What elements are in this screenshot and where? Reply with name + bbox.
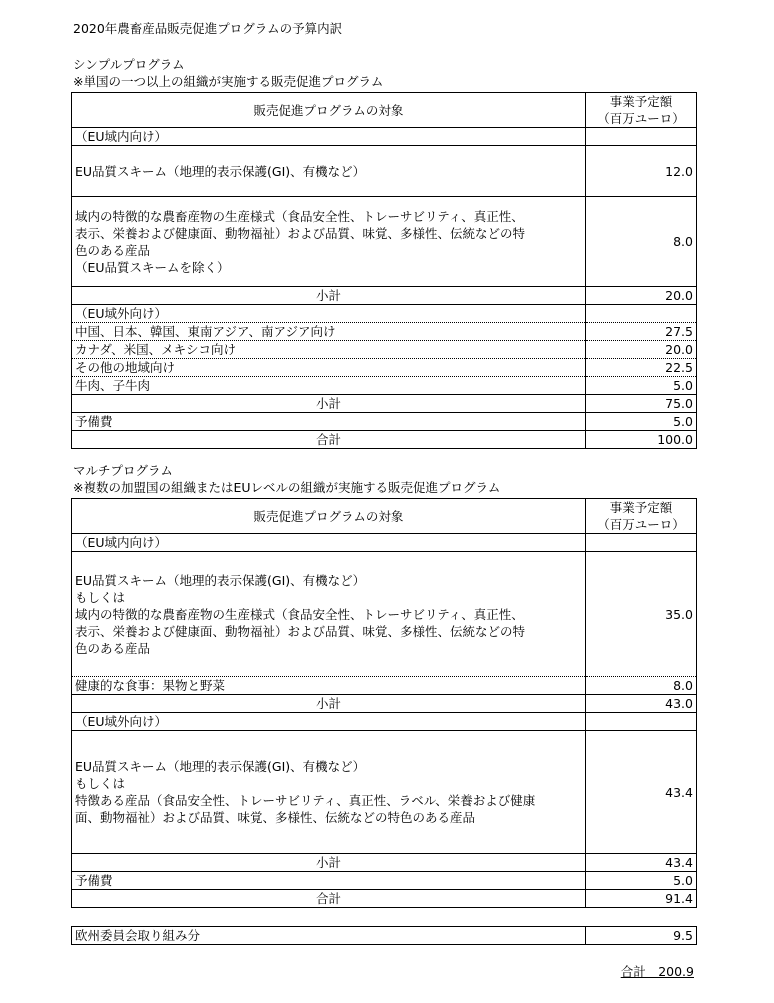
table-row — [72, 552, 697, 677]
subtotal-label: 小計 — [72, 695, 586, 713]
row-label-multiline: EU品質スキーム（地理的表示保護(GI)、有機など） もしくは 特徴ある産品（食品安全性、トレーサビリティ、真正性、ラベル、栄養および健康 面、動物福祉）および品質、味覚、多様性、伝統などの特色のある産品 — [72, 731, 586, 854]
row-label-multiline: 域内の特徴的な農畜産物の生産様式（食品安全性、トレーサビリティ、真正性、 表示、栄養および健康面、動物福祉）および品質、味覚、多様性、伝統などの特 色のある産品 （EU品質スキームを除く） — [72, 197, 586, 287]
table-row — [72, 341, 697, 359]
table-row — [72, 128, 697, 146]
total-value: 91.4 — [586, 890, 697, 908]
simple-program-heading: シンプルプログラム — [73, 57, 185, 72]
table-row — [72, 323, 697, 341]
row-value: 35.0 — [586, 552, 697, 677]
total-value: 100.0 — [586, 431, 697, 449]
section-label-eu-external: （EU域外向け） — [72, 305, 586, 323]
row-value: 27.5 — [586, 323, 697, 341]
multi-program-table — [71, 498, 697, 908]
total-row — [72, 431, 697, 449]
row-label: その他の地域向け — [72, 359, 586, 377]
row-value: 22.5 — [586, 359, 697, 377]
subtotal-value: 43.0 — [586, 695, 697, 713]
total-label: 合計 — [72, 431, 586, 449]
subtotal-label: 小計 — [72, 395, 586, 413]
reserve-value: 5.0 — [586, 413, 697, 431]
subtotal-row — [72, 695, 697, 713]
subtotal-row — [72, 854, 697, 872]
reserve-value: 5.0 — [586, 872, 697, 890]
row-value: 8.0 — [586, 677, 697, 695]
grand-total: 合計 200.9 — [620, 964, 694, 979]
row-label: カナダ、米国、メキシコ向け — [72, 341, 586, 359]
commission-table — [71, 926, 697, 945]
table-row — [72, 677, 697, 695]
simple-program-note: ※単国の一つ以上の組織が実施する販売促進プログラム — [73, 74, 384, 89]
table-row — [72, 534, 697, 552]
row-label: 中国、日本、韓国、東南アジア、南アジア向け — [72, 323, 586, 341]
reserve-label: 予備費 — [72, 413, 586, 431]
row-label-multiline: EU品質スキーム（地理的表示保護(GI)、有機など） もしくは 域内の特徴的な農畜産物の生産様式（食品安全性、トレーサビリティ、真正性、 表示、栄養および健康面、動物福祉）および品質、味覚、多様性、伝統などの特 色のある産品 — [72, 552, 586, 677]
subtotal-row — [72, 287, 697, 305]
row-value: 43.4 — [586, 731, 697, 854]
subtotal-label: 小計 — [72, 854, 586, 872]
subtotal-value: 75.0 — [586, 395, 697, 413]
row-value: 5.0 — [586, 377, 697, 395]
subtotal-label: 小計 — [72, 287, 586, 305]
row-label: 健康的な食事：果物と野菜 — [72, 677, 586, 695]
section-label-eu-internal: （EU域内向け） — [72, 534, 586, 552]
table-row — [72, 377, 697, 395]
subtotal-row — [72, 395, 697, 413]
reserve-label: 予備費 — [72, 872, 586, 890]
commission-label: 欧州委員会取り組み分 — [72, 927, 586, 945]
header-budget-line1: 事業予定額 — [609, 94, 673, 109]
multi-program-note: ※複数の加盟国の組織またはEUレベルの組織が実施する販売促進プログラム — [73, 480, 501, 495]
table-row — [72, 197, 697, 287]
header-budget-line2: （百万ユーロ） — [597, 517, 685, 532]
total-row — [72, 890, 697, 908]
subtotal-value: 43.4 — [586, 854, 697, 872]
row-value: 20.0 — [586, 341, 697, 359]
table-row — [72, 731, 697, 854]
header-target: 販売促進プログラムの対象 — [72, 93, 586, 128]
commission-row — [72, 927, 697, 945]
table-row — [72, 713, 697, 731]
table-row — [72, 146, 697, 197]
subtotal-value: 20.0 — [586, 287, 697, 305]
row-value: 12.0 — [586, 146, 697, 197]
header-budget — [586, 499, 697, 534]
table-row — [72, 359, 697, 377]
row-label: 牛肉、子牛肉 — [72, 377, 586, 395]
multi-program-heading: マルチプログラム — [73, 463, 173, 478]
total-label: 合計 — [72, 890, 586, 908]
header-target: 販売促進プログラムの対象 — [72, 499, 586, 534]
table-header-row — [72, 93, 697, 128]
section-label-eu-internal: （EU域内向け） — [72, 128, 586, 146]
reserve-row — [72, 413, 697, 431]
simple-program-table — [71, 92, 697, 449]
page-title: 2020年農畜産品販売促進プログラムの予算内訳 — [73, 21, 343, 36]
row-label: EU品質スキーム（地理的表示保護(GI)、有機など） — [72, 146, 586, 197]
table-header-row — [72, 499, 697, 534]
header-budget-line2: （百万ユーロ） — [597, 111, 685, 126]
commission-value: 9.5 — [586, 927, 697, 945]
table-row — [72, 305, 697, 323]
reserve-row — [72, 872, 697, 890]
header-budget-line1: 事業予定額 — [609, 500, 673, 515]
row-value: 8.0 — [586, 197, 697, 287]
section-label-eu-external: （EU域外向け） — [72, 713, 586, 731]
header-budget — [586, 93, 697, 128]
